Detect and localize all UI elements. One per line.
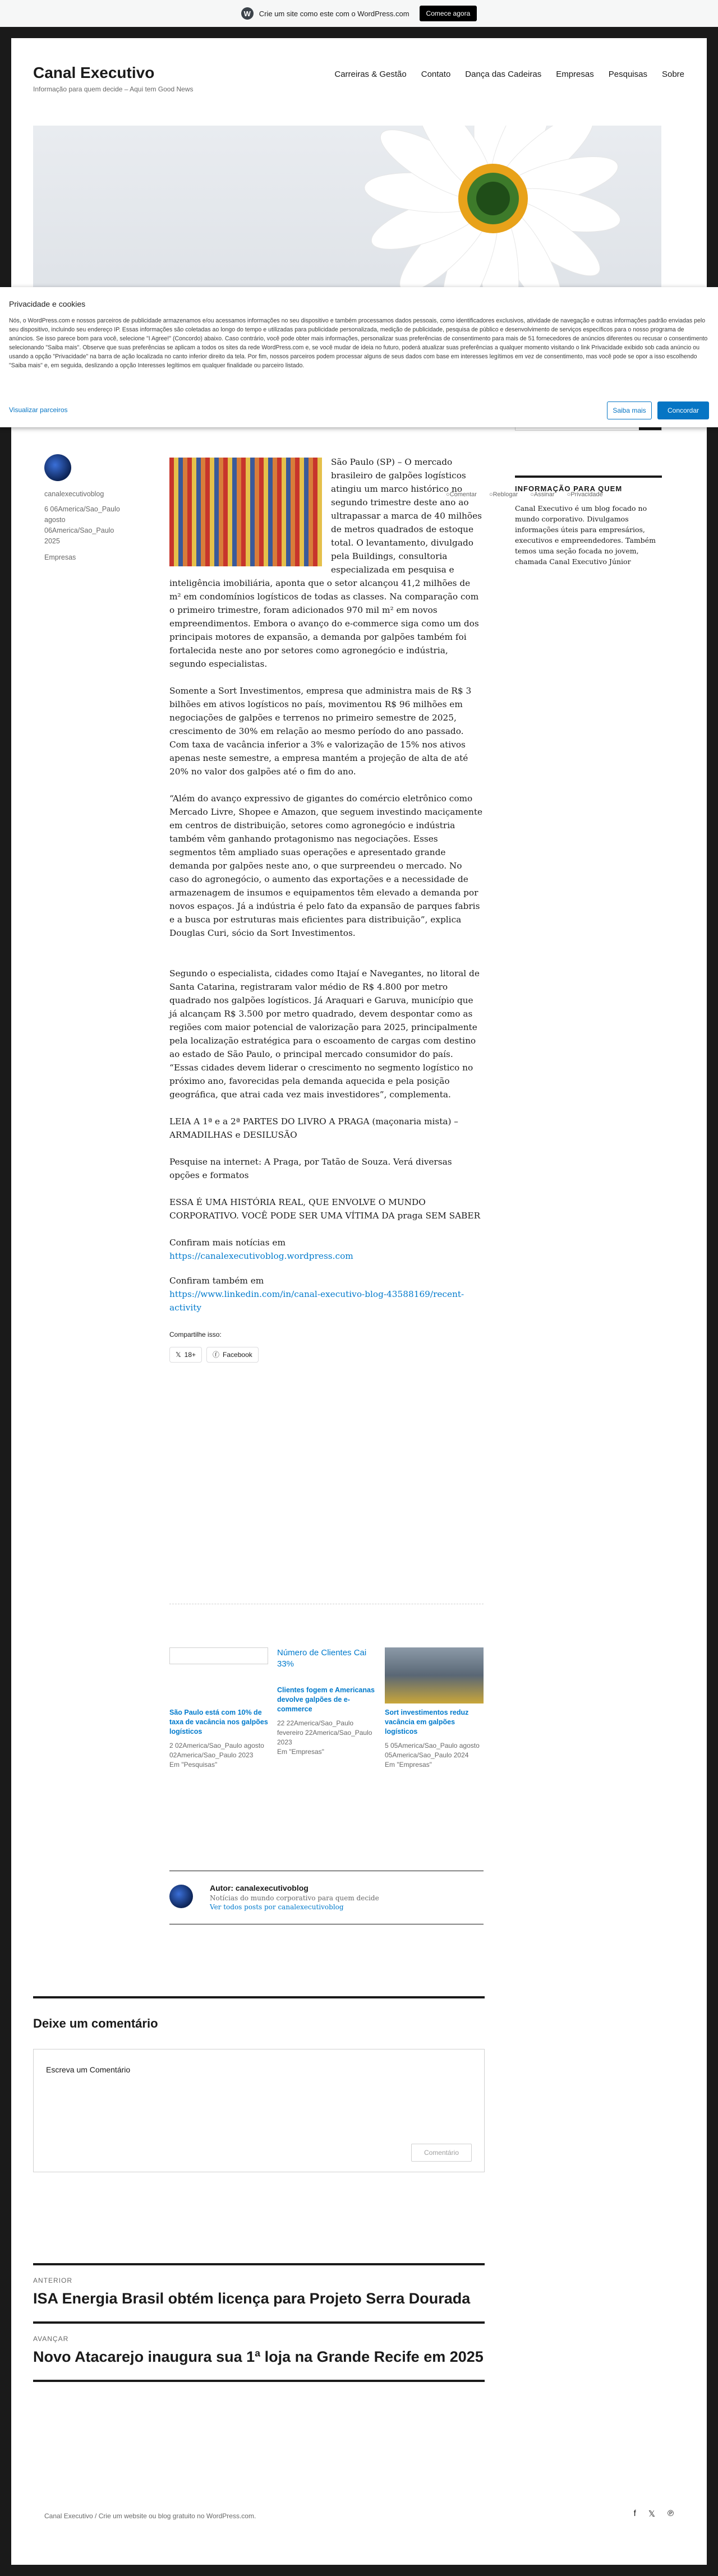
author-posts-link[interactable]: Ver todos posts por canalexecutivoblog: [210, 1903, 344, 1911]
nav-item-danca[interactable]: Dança das Cadeiras: [465, 70, 542, 79]
related-category: Em "Empresas": [385, 1761, 432, 1769]
related-image: [385, 1647, 484, 1704]
paragraph-3: “Além do avanço expressivo de gigantes do comércio eletrônico como Mercado Livre, Shopee e Amazon, que seguem investindo maciçamente em centros de distribuição, setores como agronegócio e indústria também vêm ganhando protagonismo nas negociações. Esses segmentos têm ampliado suas operações e apresentado grande demanda por galpões neste ano, o que surpreendeu o mercado. No caso do agronegócio, o aumento das exportações e a necessidade de armazenagem de insumos e equipamentos têm elevado a demanda por novos espaços. Já a indústria é pelo fato da expansão de parques fabris e a busca por estruturas mais eficientes para distribuição”, explica Douglas Curi, sócio da Sort Investimentos.: [169, 793, 483, 938]
footer-site-name[interactable]: Canal Executivo: [44, 2512, 93, 2520]
more-news-label: Confiram mais notícias em: [169, 1238, 286, 1248]
post-navigation: [33, 2263, 485, 2382]
footer-separator: /: [93, 2512, 99, 2520]
related-title[interactable]: Sort investimentos reduz vacância em galpões logísticos: [385, 1709, 469, 1735]
post-content: [169, 455, 484, 1385]
daisy-flower-image: [33, 126, 661, 294]
comment-submit-button[interactable]: Comentário: [411, 2144, 472, 2162]
comment-placeholder: Escreva um Comentário: [46, 2065, 131, 2074]
comment-input[interactable]: [33, 2049, 485, 2172]
author-name: Autor: canalexecutivoblog: [210, 1883, 309, 1892]
related-date: 2 02America/Sao_Paulo agosto 02America/Sao_Paulo 2023: [169, 1742, 264, 1759]
promo-text: Crie um site como este com o WordPress.com: [259, 9, 409, 18]
site-description: Informação para quem decide – Aqui tem Good News: [33, 85, 194, 93]
paragraph-7: ESSA É UMA HISTÓRIA REAL, QUE ENVOLVE O MUNDO CORPORATIVO. VOCÊ PODE SER UMA VÍTIMA DA praga SEM SABER: [169, 1197, 481, 1221]
x-icon[interactable]: 𝕏: [648, 2509, 655, 2519]
related-image-broken: [169, 1647, 268, 1664]
previous-label: ANTERIOR: [33, 2277, 73, 2284]
cookie-consent-banner: [0, 287, 718, 427]
comment-action[interactable]: ○ Comentar: [446, 491, 477, 498]
related-date: 5 05America/Sao_Paulo agosto 05America/Sao_Paulo 2024: [385, 1742, 480, 1759]
paragraph-1: São Paulo (SP) – O mercado brasileiro de galpões logísticos atingiu um marco histórico no segundo trimestre deste ano ao ultrapassar a marca de 40 milhões de metros quadrados de estoque total. O levantamento, divulgado pela Buildings, consultoria especializada em pesquisa e inteligência imobiliária, aponta que o setor alcançou 41,2 milhões de m² em condomínios logísticos de todas as classes. Na comparação com o primeiro trimestre, foram adicionados 970 mil m² em novos empreendimentos. Embora o avanço do e-commerce siga como um dos principais motores de expansão, a demanda por galpões também foi fortalecida neste ano por setores como agronegócio e indústria, segundo especialistas.: [169, 457, 482, 669]
paragraph-6: Pesquise na internet: A Praga, por Tatão de Souza. Verá diversas opções e formatos: [169, 1157, 452, 1180]
related-post[interactable]: [277, 1647, 376, 1770]
entry-meta: [44, 454, 128, 563]
nav-item-contato[interactable]: Contato: [421, 70, 451, 79]
comment-section: [33, 1996, 485, 2172]
share-facebook-button[interactable]: ⓕ Facebook: [206, 1347, 259, 1363]
related-category: Em "Pesquisas": [169, 1761, 218, 1769]
wordpress-logo-icon: W: [241, 7, 254, 20]
paragraph-4: Segundo o especialista, cidades como Itajaí e Navegantes, no litoral de Santa Catarina, registraram valor médio de R$ 4.800 por metro quadrado nos galpões logísticos. Já Araquari e Garuva, município que já alcançam R$ 3.500 por metro quadrado, devem despontar como as regiões com maior potencial de valorização para 2025, principalmente pela localização estratégica para o escoamento de cargas com destino ao estado de São Paulo, o principal mercado consumidor do país. “Essas cidades devem liderar o crescimento no segmento logístico no próximo ano, favorecidas pela demanda aquecida e pela posição geográfica, que atrai cada vez mais investidores”, complementa.: [169, 968, 480, 1100]
nav-item-carreiras[interactable]: Carreiras & Gestão: [334, 70, 407, 79]
x-icon: 𝕏: [176, 1351, 181, 1359]
reblog-action[interactable]: ○ Reblogar: [489, 491, 518, 498]
site-title[interactable]: Canal Executivo: [33, 64, 155, 81]
warehouse-image: [169, 458, 322, 566]
also-label: Confiram também em: [169, 1276, 264, 1286]
header-image: [33, 126, 661, 294]
sidebar: [515, 412, 662, 567]
wordpress-promo-bar: [0, 0, 718, 27]
blog-link[interactable]: https://canalexecutivoblog.wordpress.com: [169, 1251, 353, 1261]
nav-item-pesquisas[interactable]: Pesquisas: [608, 70, 647, 79]
subscribe-action[interactable]: ○ Assinar: [530, 491, 554, 498]
footer-social-icons: [634, 2509, 674, 2519]
widget-text: Canal Executivo é um blog focado no mundo corporativo. Divulgamos informações úteis para empresários, executivos e empreendedores. Também temos uma seção focada no jovem, chamada Canal Executivo Júnior: [515, 504, 656, 566]
linkedin-link[interactable]: https://www.linkedin.com/in/canal-executivo-blog-43588169/recent-activity: [169, 1289, 464, 1313]
privacy-action[interactable]: ○ Privacidade: [567, 491, 603, 498]
avatar[interactable]: [44, 454, 71, 481]
floating-action-bar: [446, 491, 603, 498]
related-date: 22 22America/Sao_Paulo fevereiro 22America/Sao_Paulo 2023: [277, 1719, 372, 1746]
widget-title: INFORMAÇÃO PARA QUEM: [515, 476, 662, 493]
share-heading: Compartilhe isso:: [169, 1331, 222, 1338]
facebook-icon: ⓕ: [213, 1351, 220, 1359]
share-x-button[interactable]: 𝕏 18+: [169, 1347, 202, 1363]
related-image-alt: Número de Clientes Cai 33%: [277, 1648, 367, 1669]
author-avatar: [169, 1885, 193, 1908]
author-box: [169, 1871, 484, 1924]
author-description: Notícias do mundo corporativo para quem decide: [210, 1894, 379, 1902]
related-posts: [169, 1647, 484, 1770]
related-title[interactable]: Clientes fogem e Americanas devolve galpões de e-commerce: [277, 1686, 375, 1713]
related-post[interactable]: [169, 1647, 268, 1770]
share-buttons: [169, 1347, 484, 1363]
paragraph-2: Somente a Sort Investimentos, empresa que administra mais de R$ 3 bilhões em ativos logísticos no país, movimentou R$ 96 milhões em negociações de galpões e terrenos no primeiro semestre de 2025, crescimento de 30% em relação ao mesmo período do ano passado. Com taxa de vacância inferior a 3% e valorização de 15% nos ativos apenas neste semestre, a empresa mantém a projeção de alta de até 20% no valor dos galpões até o fim do ano.: [169, 686, 472, 777]
comment-heading: Deixe um comentário: [33, 2016, 158, 2030]
next-title[interactable]: Novo Atacarejo inaugura sua 1ª loja na Grande Recife em 2025: [33, 2348, 484, 2365]
footer-credit[interactable]: Crie um website ou blog gratuito no WordPress.com.: [98, 2512, 256, 2520]
next-label: AVANÇAR: [33, 2335, 69, 2343]
previous-title[interactable]: ISA Energia Brasil obtém licença para Projeto Serra Dourada: [33, 2290, 471, 2307]
view-partners-link[interactable]: Visualizar parceiros: [9, 406, 68, 414]
meta-category[interactable]: Empresas: [44, 553, 76, 561]
pinterest-icon[interactable]: ℗: [667, 2509, 674, 2518]
meta-date[interactable]: 6 06America/Sao_Paulo agosto 06America/Sao_Paulo 2025: [44, 505, 120, 545]
nav-item-empresas[interactable]: Empresas: [556, 70, 594, 79]
related-title[interactable]: São Paulo está com 10% de taxa de vacância nos galpões logísticos: [169, 1709, 268, 1735]
start-now-button[interactable]: Comece agora: [420, 6, 477, 21]
previous-post[interactable]: [33, 2263, 485, 2321]
related-post[interactable]: [385, 1647, 484, 1770]
cookie-body: Nós, o WordPress.com e nossos parceiros de publicidade armazenamos e/ou acessamos informações no seu dispositivo e também processamos dados pessoais, como identificadores exclusivos, atividade de navegação e outras informações padrão enviadas pelo seu dispositivo, incluindo seu endereço IP. Essas informações são coletadas ao longo do tempo e utilizadas para publicidade personalizada, medição de publicidade, pesquisa de público e desenvolvimento de serviços específicos para o nosso programa de anúncios. Se isso parece bom para você, selecione "I Agree!" (Concordo) abaixo. Caso contrário, você pode obter mais informações, personalizar suas preferências de consentimento para mais de 51 fornecedores de anúncios diferentes ou recusar o consentimento selecionando "Saiba mais". Observe que suas preferências se aplicam a todos os sites da rede WordPress.com e, se você mudar de ideia no futuro, poderá atualizar suas preferências a qualquer momento visitando o link Privacidade exibido sob cada anúncio ou usando a opção "Privacidade" na barra de ação localizada no canto inferior direito da tela. Por fim, nossos parceiros podem processar alguns de seus dados com base em interesses legítimos em vez de consentimento, mas você pode se opor a isso escolhendo "Saiba mais" e, em seguida, deslizando a opção Interesses legítimos em qualquer finalidade ou parceiro listado.: [9, 317, 708, 369]
related-category: Em "Empresas": [277, 1748, 324, 1756]
agree-button[interactable]: Concordar: [657, 401, 709, 419]
facebook-icon[interactable]: f: [633, 2509, 636, 2518]
site-footer: [44, 2509, 674, 2520]
main-navigation: [334, 70, 684, 79]
paragraph-5: LEIA A 1ª e a 2ª PARTES DO LIVRO A PRAGA (maçonaria mista) – ARMADILHAS e DESILUSÃO: [169, 1116, 458, 1140]
cookie-title: Privacidade e cookies: [9, 299, 86, 308]
next-post[interactable]: [33, 2321, 485, 2382]
meta-author[interactable]: canalexecutivoblog: [44, 490, 104, 498]
learn-more-button[interactable]: Saiba mais: [607, 401, 652, 419]
nav-item-sobre[interactable]: Sobre: [661, 70, 684, 79]
